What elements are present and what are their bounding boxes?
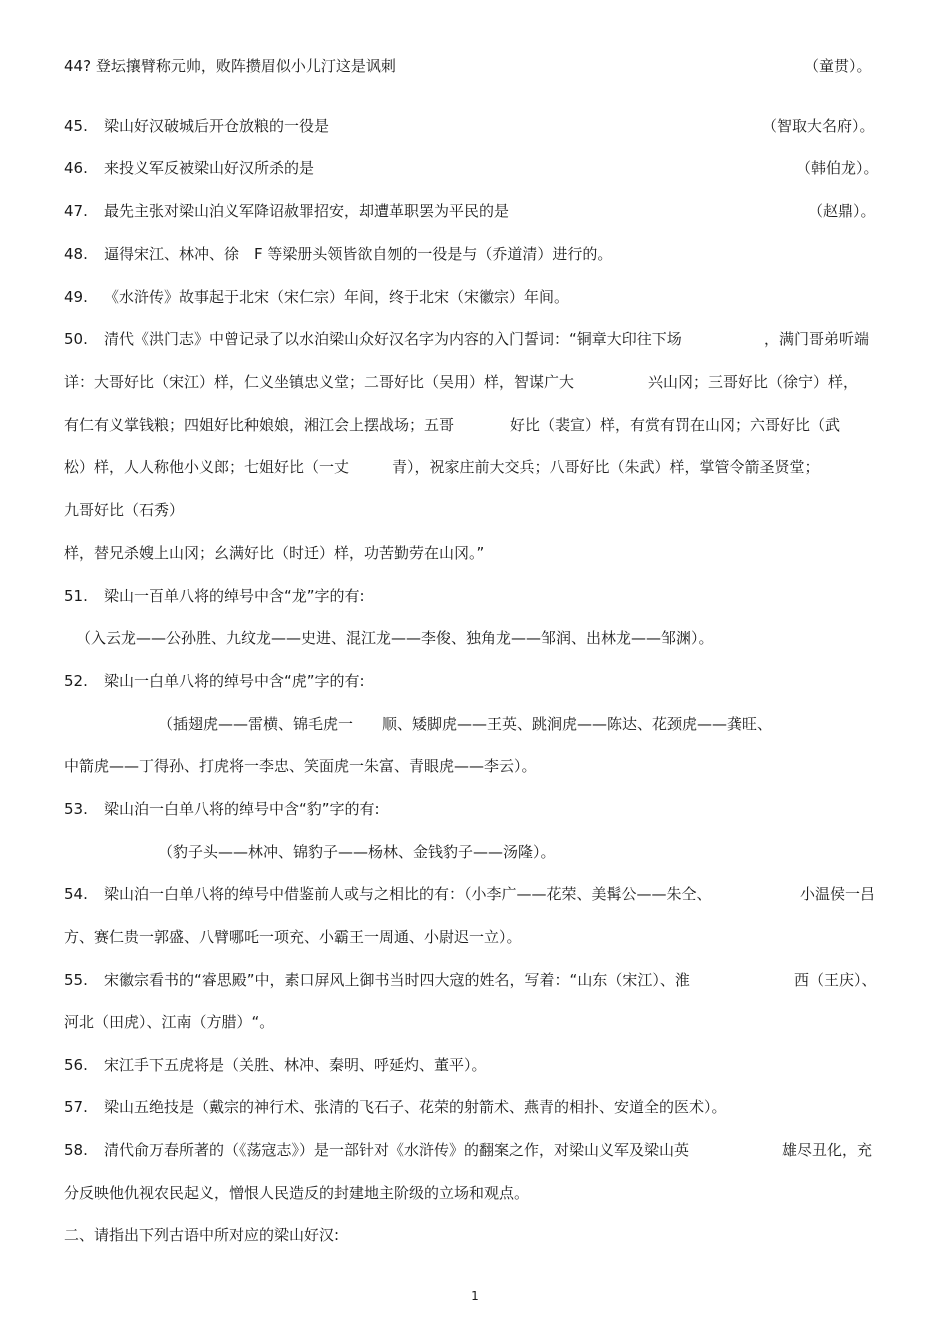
q57-number: 57. — [64, 1098, 88, 1116]
q58-line1a: 清代俞万春所著的（《荡寇志》）是一部针对《水浒传》的翻案之作，对梁山义军及梁山英 — [104, 1141, 690, 1159]
question-52 — [64, 671, 365, 691]
q46-number: 46. — [64, 159, 88, 177]
q54-line1a: 梁山泊一白单八将的绰号中借鉴前人或与之相比的有：（小李广——花荣、美髯公——朱仝、 — [104, 885, 712, 903]
question-56 — [64, 1055, 487, 1075]
question-46 — [64, 158, 314, 178]
question-50 — [64, 329, 682, 349]
q50-line1b: ，满门哥弟听端 — [764, 330, 870, 348]
question-48 — [64, 244, 612, 264]
q56-text: 宋江手下五虎将是（关胜、林冲、秦明、呼延灼、董平）。 — [104, 1056, 487, 1074]
q47-number: 47. — [64, 202, 88, 220]
q58-number: 58. — [64, 1141, 88, 1159]
q45-text: 梁山好汉破城后开仓放粮的一役是 — [104, 117, 330, 135]
q47-text: 最先主张对梁山泊义军降诏赦罪招安，却遭革职罢为平民的是 — [104, 202, 510, 220]
q53-text: 梁山泊一白单八将的绰号中含“豹”字的有: — [104, 800, 380, 818]
question-55 — [64, 970, 690, 990]
q47-answer: （赵鼎）。 — [808, 202, 876, 220]
q54-line2: 方、赛仁贵一郭盛、八臂哪吒一项充、小霸王一周通、小尉迟一立）。 — [64, 928, 522, 946]
q50-line1a: 清代《洪门志》中曾记录了以水泊梁山众好汉名字为内容的入门誓词：“铜章大印往下场 — [104, 330, 682, 348]
question-57 — [64, 1097, 727, 1117]
q48-number: 48. — [64, 245, 88, 263]
q49-text: 《水浒传》故事起于北宋（宋仁宗）年间，终于北宋（宋徽宗）年间。 — [104, 288, 570, 306]
q52-answer-line1b: 顺、矮脚虎——王英、跳涧虎——陈达、花颈虎——龚旺、 — [382, 715, 773, 733]
q52-answer-line1a: （插翅虎——雷横、锦毛虎一 — [158, 715, 354, 733]
q46-text: 来投义军反被梁山好汉所杀的是 — [104, 159, 315, 177]
q49-number: 49. — [64, 288, 88, 306]
q50-line2a: 详：大哥好比（宋江）样，仁义坐镇忠义堂；二哥好比（吴用）样，智谋广大 — [64, 373, 575, 391]
q52-text: 梁山一白单八将的绰号中含“虎”字的有: — [104, 672, 365, 690]
q52-answer-line2: 中箭虎——丁得孙、打虎将一李忠、笑面虎一朱富、青眼虎——李云）。 — [64, 757, 537, 775]
q53-number: 53. — [64, 800, 88, 818]
q48-text: 逼得宋江、林冲、徐 F 等梁册头领皆欲自刎的一役是与（乔道清）进行的。 — [104, 245, 613, 263]
q50-number: 50. — [64, 330, 88, 348]
q54-number: 54. — [64, 885, 88, 903]
question-58 — [64, 1140, 689, 1160]
q54-line1b: 小温侯一吕 — [800, 885, 876, 903]
q50-line3b: 好比（裴宣）样，有赏有罚在山冈；六哥好比（武 — [510, 416, 841, 434]
q51-number: 51. — [64, 587, 88, 605]
section-heading-2: 二、请指出下列古语中所对应的梁山好汉: — [64, 1226, 340, 1244]
page-number: 1 — [471, 1289, 479, 1303]
question-45 — [64, 116, 329, 136]
question-47 — [64, 201, 509, 221]
q50-line4b: 青），祝家庄前大交兵；八哥好比（朱武）样，掌管令箭圣贤堂； — [392, 458, 820, 476]
q45-number: 45. — [64, 117, 88, 135]
q58-line1b: 雄尽丑化，充 — [782, 1141, 873, 1159]
question-51 — [64, 586, 365, 606]
q51-text: 梁山一百单八将的绰号中含“龙”字的有: — [104, 587, 365, 605]
q58-line2: 分反映他仇视农民起义，憎恨人民造反的封建地主阶级的立场和观点。 — [64, 1184, 530, 1202]
q55-line1b: 西（王庆）、 — [794, 971, 877, 989]
q50-line4a: 松）样，人人称他小义郎；七姐好比（一丈 — [64, 458, 350, 476]
question-53 — [64, 799, 380, 819]
q50-line5: 九哥好比（石秀） — [64, 501, 185, 519]
question-44 — [64, 56, 396, 76]
q55-line1a: 宋徽宗看书的“睿思殿”中，素口屏风上御书当时四大寇的姓名，写着：“山东（宋江）、淮 — [104, 971, 690, 989]
q52-number: 52. — [64, 672, 88, 690]
q50-line3a: 有仁有义掌钱粮；四姐好比种娘娘，湘江会上摆战场；五哥 — [64, 416, 455, 434]
question-49 — [64, 287, 569, 307]
q45-answer: （智取大名府）。 — [762, 117, 875, 135]
q50-line6: 样，替兄杀嫂上山冈；幺满好比（时迁）样，功苦勤劳在山冈。” — [64, 544, 485, 562]
q55-line2: 河北（田虎）、江南（方腊）“。 — [64, 1013, 275, 1031]
q44-answer: （童贯）。 — [804, 57, 872, 75]
q55-number: 55. — [64, 971, 88, 989]
q46-answer: （韩伯龙）。 — [796, 159, 879, 177]
q53-answer: （豹子头——林冲、锦豹子——杨林、金钱豹子——汤隆）。 — [158, 843, 556, 861]
q57-text: 梁山五绝技是（戴宗的神行术、张清的飞石子、花荣的射箭术、燕青的相扑、安道全的医术）。 — [104, 1098, 727, 1116]
q44-text: 44? 登坛攘臂称元帅，败阵攒眉似小儿汀这是讽刺 — [64, 57, 396, 75]
q56-number: 56. — [64, 1056, 88, 1074]
question-54 — [64, 884, 712, 904]
q50-line2b: 兴山冈；三哥好比（徐宁）样， — [648, 373, 859, 391]
q51-answer: （入云龙——公孙胜、九纹龙——史进、混江龙——李俊、独角龙——邹润、出林龙——邹渊）。 — [76, 629, 714, 647]
